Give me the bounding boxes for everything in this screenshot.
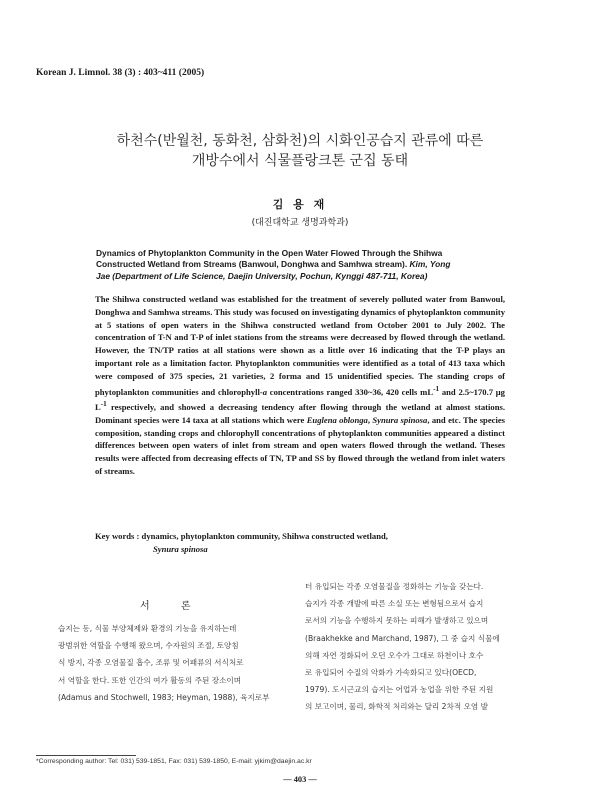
- english-title-block: [96, 248, 516, 282]
- body-line: 1979). 도시근교의 습지는 어업과 농업을 위한 주된 지원: [305, 685, 494, 695]
- body-column-right: [305, 578, 567, 716]
- english-title-line-2-text: Constructed Wetland from Streams (Banwoul, Donghwa and Samhwa stream).: [96, 259, 408, 270]
- english-title-line-2: [96, 259, 516, 270]
- abstract-sup-2: -1: [100, 400, 107, 409]
- abstract-species-1: Euglena oblonga: [306, 414, 368, 425]
- keywords-line-1: Key words : dynamics, phytoplankton community, Shihwa constructed wetland,: [95, 531, 388, 541]
- abstract-text-4: respectively, and showed a decreasing tendency after flowing through the wetland at almost stations. Dominant species were 14 taxa at all stations which were: [95, 402, 505, 425]
- page-number: — 403 —: [283, 775, 317, 784]
- abstract-text-3: and 2.5~170.7 μg L: [95, 386, 505, 413]
- keywords-block: [95, 530, 515, 556]
- footnote-divider: [36, 755, 136, 756]
- author-name: 김 용 재: [272, 198, 328, 211]
- body-line: 습지는 동, 식물 부양체제와 환경의 기능을 유지하는데: [58, 624, 237, 633]
- body-line: 식 방지, 각종 오염물질 흡수, 조류 및 어패류의 서식처로: [58, 658, 244, 668]
- body-line: 의해 자연 정화되어 오던 오수가 그대로 하천이나 호수: [305, 650, 484, 660]
- journal-citation: Korean J. Limnol. 38 (3) : 403~411 (2005): [36, 68, 205, 78]
- abstract-text-6: , and etc. The species composition, standing crops and chlorophyll concentrations of phytoplankton communities appeared a distinct differences between open waters of inlet from stream and open waters flowed through the wetland. Theses results were affected from decreasing effects of TN, TP and SS by flowed through the wetland from inlet waters of streams.: [95, 414, 505, 477]
- body-line: 서 역할을 한다. 또한 인간의 여가 활동의 주된 장소이며: [58, 675, 242, 685]
- body-column-left: [58, 620, 318, 706]
- body-line: (Braakhekke and Marchand, 1987), 그 중 습지 식물에: [305, 633, 500, 643]
- english-title-line-1: Dynamics of Phytoplankton Community in the Open Water Flowed Through the Shihwa: [96, 248, 443, 258]
- english-title-line-3: Jae (Department of Life Science, Daejin University, Pochun, Kynggi 487-711, Korea): [96, 270, 428, 281]
- body-line: 터 유입되는 각종 오염물질을 정화하는 기능을 갖는다.: [305, 582, 484, 591]
- abstract-species-2: Synura spinosa: [372, 414, 428, 425]
- section-heading-introduction: 서 론: [140, 601, 205, 612]
- keywords-line-2: Synura spinosa: [153, 543, 208, 554]
- body-line: 로 유입되어 수질의 악화가 가속화되고 있다(OECD,: [305, 668, 477, 678]
- body-line: 광범위한 역할을 수행해 왔으며, 수자원의 조절, 토양침: [58, 641, 239, 651]
- corresponding-author-footnote: *Corresponding author: Tel: 031) 539-1851, Fax: 031) 539-1850, E-mail: yjkim@daejin.ac.kr: [36, 758, 312, 765]
- abstract: [95, 293, 505, 478]
- korean-title-line-1: 하천수(반월천, 동화천, 삼화천)의 시화인공습지 관류에 따른: [116, 133, 484, 149]
- body-line: 습지가 각종 개발에 따른 소실 또는 변형됨으로서 습지: [305, 599, 484, 609]
- author-affiliation: (대진대학교 생명과학과): [251, 218, 349, 228]
- abstract-text-2: concentrations ranged 330~36, 420 cells mL: [267, 386, 434, 397]
- abstract-sup-1: -1: [433, 384, 440, 393]
- body-line: (Adamus and Stochwell, 1983; Heyman, 1988), 육지로부: [58, 692, 270, 702]
- body-line: 로서의 기능을 수행하지 못하는 피해가 발생하고 있으며: [305, 616, 489, 626]
- body-line: 의 보고이며, 물리, 화학적 처리와는 달리 2차적 오염 발: [305, 702, 489, 712]
- abstract-chl-a: a: [262, 386, 267, 397]
- abstract-text-5: ,: [367, 414, 373, 425]
- korean-title-line-2: 개방수에서 식물플랑크톤 군집 동태: [191, 153, 409, 169]
- abstract-text-1: The Shihwa constructed wetland was established for the treatment of severely polluted water from Banwoul, Donghwa and Samhwa streams. This study was focused on investigating dynamics of phytoplankton community at 5 stations of open waters in the Shihwa constructed wetland from October 2001 to July 2002. The concentration of T-N and T-P of inlet stations from the streams were decreased by flowed through the wetland. However, the TN/TP ratios at all stations were shown as a little over 16 indicating that the T-P plays an important role as a limitation factor. Phytoplankton communities were identified as a total of 413 taxa which were composed of 375 species, 21 varieties, 2 forma and 15 unidentified species. The standing crops of phytoplankton communities and chlorophyll-: [95, 294, 505, 397]
- english-author-name: Kim, Yong: [409, 259, 451, 270]
